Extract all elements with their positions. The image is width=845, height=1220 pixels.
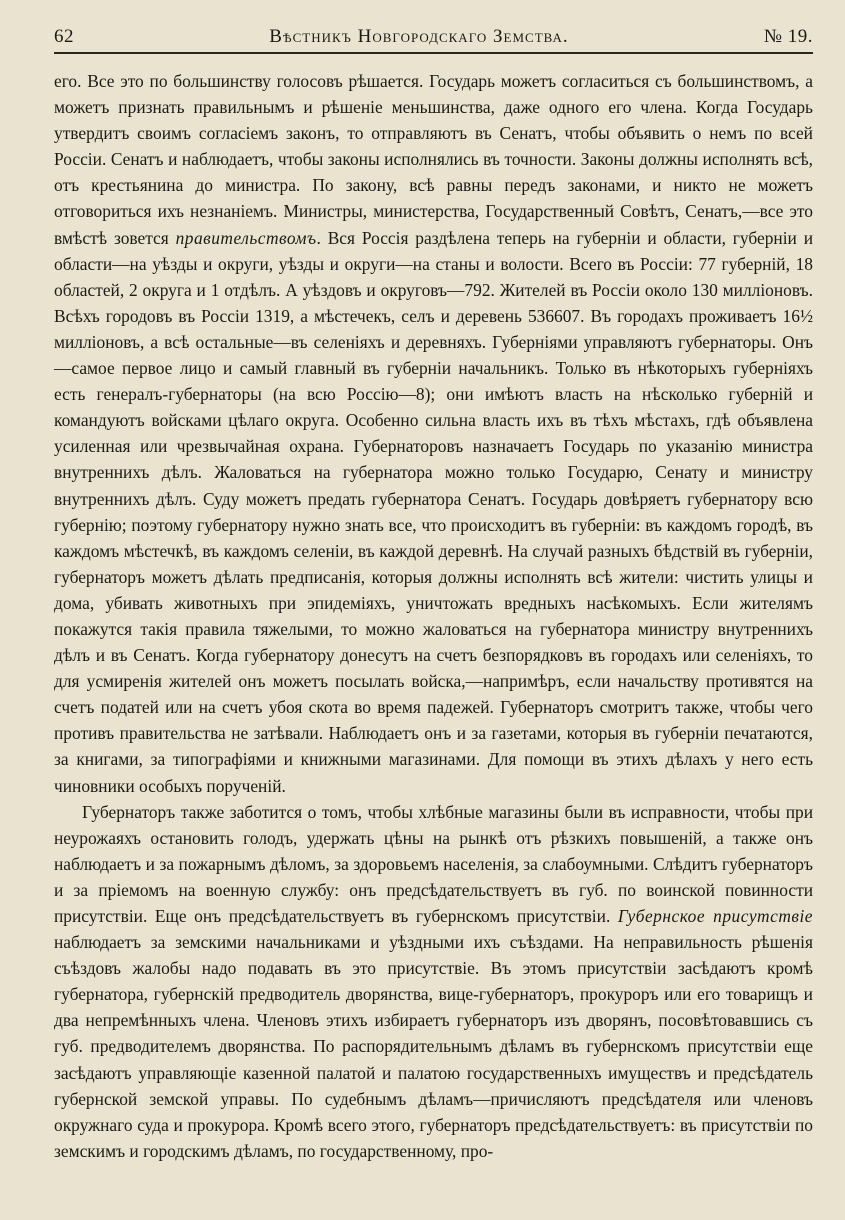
page-number: 62 <box>54 26 74 47</box>
paragraph-2-text-b: наблюдаетъ за земскими начальниками и уѣздными ихъ съѣздами. На неправильность рѣшенія съѣздовъ жалобы надо подавать въ это присутствіе. Въ этомъ присутствіи засѣдаютъ кромѣ губернатора, губернскій предводитель дворянства, вице-губернаторъ, прокуроръ или его товарищъ и два непремѣнныхъ члена. Членовъ этихъ избираетъ губернаторъ изъ дворянъ, посовѣтовавшись съ губ. предводителемъ дворянства. По распорядительнымъ дѣламъ въ губернскомъ присутствіи еще засѣдаютъ управляющіе казенной палатой и палатою государственныхъ имуществъ и предсѣдатель губернской земской управы. По судебнымъ дѣламъ—причисляютъ предсѣдателя или членовъ окружнаго суда и прокурора. Кромѣ всего этого, губернаторъ предсѣдательствуетъ: въ присутствіи по земскимъ и городскимъ дѣламъ, по государственному, про- <box>54 932 813 1161</box>
paragraph-1 <box>54 68 813 799</box>
paragraph-2-emphasis: Губернское присутствіе <box>617 906 813 926</box>
journal-title: Вѣстникъ Новгородскаго Земства. <box>269 26 569 47</box>
paragraph-1-text-a: его. Все это по большинству голосовъ рѣшается. Государь можетъ согласиться съ большинствомъ, а можетъ признать правильнымъ и рѣшеніе меньшинства, даже одного его члена. Когда Государь утвердитъ своимъ согласіемъ законъ, то отправляютъ въ Сенатъ, чтобы объявить о немъ по всей Россіи. Сенатъ и наблюдаетъ, чтобы законы исполнялись въ точности. Законы должны исполнять всѣ, отъ крестьянина до министра. По закону, всѣ равны передъ законами, и никто не можетъ отговориться ихъ незнаніемъ. Министры, министерства, Государственный Совѣтъ, Сенатъ,—все это вмѣстѣ зовется <box>54 71 813 248</box>
paragraph-2-text-a: Губернаторъ также заботится о томъ, чтобы хлѣбные магазины были въ исправности, чтобы при неурожаяхъ остановить голодъ, удержать цѣны на рынкѣ отъ рѣзкихъ повышеній, а также онъ наблюдаетъ и за пожарнымъ дѣломъ, за здоровьемъ населенія, за слабоумными. Слѣдитъ губернаторъ и за пріемомъ на военную службу: онъ предсѣдательствуетъ въ губ. по воинской повинности присутствіи. Еще онъ предсѣдательствуетъ въ губернскомъ присутствіи. <box>54 801 813 926</box>
header-rule <box>54 52 813 54</box>
paragraph-1-text-b: . Вся Россія раздѣлена теперь на губерніи и области, губерніи и области—на уѣзды и округи, уѣзды и округи—на станы и волости. Всего въ Россіи: 77 губерній, 18 областей, 2 округа и 1 отдѣлъ. А уѣздовъ и округовъ—792. Жителей въ Россіи около 130 милліоновъ. Всѣхъ городовъ въ Россіи 1319, а мѣстечекъ, селъ и деревень 536607. Въ городахъ проживаетъ 16½ милліоновъ, а всѣ остальные—въ селеніяхъ и деревняхъ. Губерніями управляютъ губернаторы. Онъ—самое первое лицо и самый главный въ губерніи начальникъ. Только въ нѣкоторыхъ губерніяхъ есть генералъ-губернаторы (на всю Россію—8); они имѣютъ власть на нѣсколько губерній и командуютъ войсками цѣлаго округа. Особенно сильна власть ихъ въ тѣхъ мѣстахъ, гдѣ объявлена усиленная или чрезвычайная охрана. Губернаторовъ назначаетъ Государь по указанію министра внутреннихъ дѣлъ. Жаловаться на губернатора можно только Государю, Сенату и министру внутреннихъ дѣлъ. Суду можетъ предать губернатора Сенатъ. Государь довѣряетъ губернатору всю губернію; поэтому губернатору нужно знать все, что происходитъ въ губерніи: въ каждомъ городѣ, въ каждомъ мѣстечкѣ, въ каждомъ селеніи, въ каждой деревнѣ. На случай разныхъ бѣдствій въ губерніи, губернаторъ можетъ дѣлать предписанія, которыя должны исполнять всѣ жители: чистить улицы и дома, убивать животныхъ при эпидеміяхъ, уничтожать вредныхъ насѣкомыхъ. Если жителямъ покажутся такія правила тяжелыми, то можно жаловаться на губернатора министру внутреннихъ дѣлъ и въ Сенатъ. Когда губернатору донесутъ на счетъ безпорядковъ въ городахъ или селеніяхъ, то для усмиренія жителей онъ можетъ посылать войска,—напримѣръ, если начальству противятся на счетъ податей или на счетъ убоя скота во время падежей. Губернаторъ смотритъ также, чтобы чего противъ правительства не затѣвали. Наблюдаетъ онъ и за газетами, которыя въ губерніи печатаются, за книгами, за типографіями и книжными магазинами. Для помощи въ этихъ дѣлахъ у него есть чиновники особыхъ порученій. <box>54 227 813 796</box>
running-header <box>54 14 813 48</box>
paragraph-2 <box>54 799 813 1164</box>
paragraph-1-emphasis: правительствомъ <box>175 227 317 248</box>
article-body <box>54 68 813 1164</box>
issue-number: № 19. <box>763 26 813 47</box>
